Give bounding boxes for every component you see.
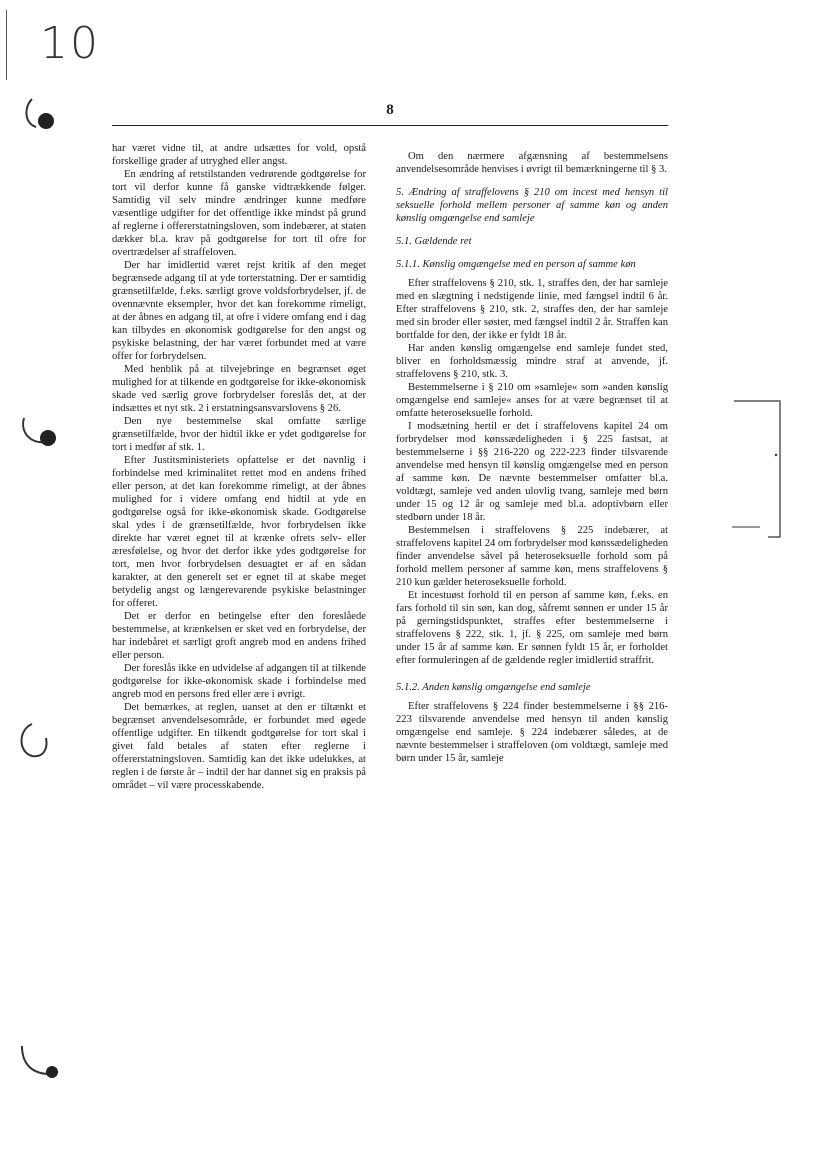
spacer: [396, 176, 668, 186]
paragraph: Har anden kønslig omgængelse end samleje fundet sted, bliver en forholdsmæssig mindre straf at anvende, jf. straffelovens § 210, stk. 3.: [396, 343, 668, 380]
punch-hole-mark-2: [16, 412, 66, 457]
page-number: 8: [386, 102, 394, 118]
paragraph: Der har imidlertid været rejst kritik af den meget begrænsede adgang til at yde torterstatning. Der er samtidig grænsetilfælde, f.eks. særligt grove voldsforbrydelser, jf. de ovennævnte eksempler, hvor det kan forekomme rimeligt, at der åbnes en adgang til, at ofre i videre omfang end i dag kan tilbydes en økonomisk godtgørelse for den angst og psykiske belastning, der har været forbundet med at være offer for forbrydelsen.: [112, 260, 366, 362]
punch-hole-mark-1: [18, 95, 68, 140]
paragraph: Bestemmelserne i § 210 om »samleje« som »anden kønslig omgængelse end samleje« anses for at være begrænset til at omfatte heteroseksuelle forhold.: [396, 382, 668, 419]
right-column: [396, 150, 668, 765]
handwritten-number: 10: [40, 18, 100, 69]
paragraph: Der foreslås ikke en udvidelse af adgangen til at tilkende godtgørelse for ikke-økonomisk skade i forbindelse med angreb mod en persons fred eller ære i øvrigt.: [112, 663, 366, 700]
right-margin-bracket: [730, 395, 790, 545]
section-heading-5-1-2: 5.1.2. Anden kønslig omgængelse end samleje: [396, 682, 591, 693]
paragraph: Den nye bestemmelse skal omfatte særlige grænsetilfælde, hvor der hidtil ikke er ydet godtgørelse for tort i medfør af stk. 1.: [112, 416, 366, 453]
paragraph: Om den nærmere afgænsning af bestemmelsens anvendelsesområde henvises i øvrigt til bemærkningerne til § 3.: [396, 151, 668, 175]
spacer: [396, 248, 668, 258]
spacer: [396, 225, 668, 235]
paragraph: Med henblik på at tilvejebringe en begrænset øget mulighed for at tilkende en godtgørelse for ikke-økonomisk skade ved særlig grove forbrydelser foreslås det, at der indsættes et nyt stk. 2 i erstatningsansvarslovens § 26.: [112, 364, 366, 414]
section-heading-5-1: 5.1. Gældende ret: [396, 236, 472, 247]
punch-hole-mark-4: [16, 1038, 66, 1088]
spacer: [396, 667, 668, 681]
paragraph: Det bemærkes, at reglen, uanset at den er tiltænkt et begrænset anvendelsesområde, er forbundet med øgede offentlige udgifter. En tilkendt godtgørelse for tort skal i givet fald betales af staten efter reglerne i offererstatningsloven. Samtidig kan det ikke udelukkes, at reglen i de første år – indtil der har dannet sig en praksis på området – vil være processkabende.: [112, 702, 366, 791]
header-rule: [112, 125, 668, 126]
paragraph: Efter straffelovens § 224 finder bestemmelserne i §§ 216-223 tilsvarende anvendelse med hensyn til anden kønslig omgængelse end samleje. § 224 indebærer således, at de nævnte bestemmelser i straffeloven (om voldtægt, samleje med børn under 15 år, samleje: [396, 701, 668, 764]
paragraph: Bestemmelsen i straffelovens § 225 indebærer, at straffelovens kapitel 24 om forbrydelser mod kønssædeligheden finder anvendelse såvel på heteroseksuelle forhold som på forhold mellem personer af samme køn, mens straffelovens § 210 kun gælder heteroseksuelle forhold.: [396, 525, 668, 588]
paragraph: Efter Justitsministeriets opfattelse er det navnlig i forbindelse med kriminalitet rettet mod en andens frihed eller person, at det kan forekomme rimeligt, at der åbnes mulighed for i videre omfang end hidtil at yde en godtgørelse også for ikke-økonomisk skade. Godtgørelse skal ydes i de grænsetilfælde, hvor forbrydelsen ikke direkte har været egnet til at krænke ofrets selv- eller æresfølelse, og hvor det derfor ikke ydes godtgørelse for tort, men hvor forbrydelsen desuagtet er af en sådan karakter, at den generelt set er egnet til at skabe meget betydelig angst og længerevarende psykiske belastninger for offeret.: [112, 455, 366, 609]
paragraph: I modsætning hertil er det i straffelovens kapitel 24 om forbrydelser mod kønssædeligheden i § 225 fastsat, at bestemmelserne i §§ 216-220 og 222-223 finder tilsvarende anvendelse med hensyn til kønslig omgængelse med en person af samme køn. De nævnte bestemmelser omfatter bl.a. voldtægt, samleje ved anden ulovlig tvang, samleje med børn under 15 og 12 år og samleje med bl.a. adoptivbørn eller stedbørn under 18 år.: [396, 421, 668, 523]
margin-edge-line: [6, 10, 7, 80]
paragraph: Det er derfor en betingelse efter den foreslåede bestemmelse, at krænkelsen er sket ved en forbrydelse, der har indebåret et særligt groft angreb mod en andens frihed eller person.: [112, 611, 366, 661]
punch-hole-mark-3: [16, 718, 66, 768]
paragraph: har været vidne til, at andre udsættes for vold, opstå forskellige grader af utryghed eller angst.: [112, 143, 366, 167]
paragraph: En ændring af retstilstanden vedrørende godtgørelse for tort vil derfor kunne få ganske vidtrækkende følger. Samtidig vil selv mindre ændringer kunne medføre væsentlige udgifter for det offentlige ikke mindst på grund af reglerne i offererstatningsloven, som indebærer, at staten dækker bl.a. krav på godtgørelse for tort til ofre for overtrædelser af straffeloven.: [112, 169, 366, 258]
section-heading-5-1-1: 5.1.1. Kønslig omgængelse med en person af samme køn: [396, 259, 636, 270]
left-column: [112, 142, 366, 792]
section-heading-5: 5. Ændring af straffelovens § 210 om incest med hensyn til seksuelle forhold mellem personer af samme køn og anden kønslig omgængelse end samleje: [396, 187, 668, 224]
paragraph: Efter straffelovens § 210, stk. 1, straffes den, der har samleje med en slægtning i nedstigende linie, med fængsel indtil 6 år. Efter straffelovens § 210, stk. 2, straffes den, der har samleje med sin broder eller søster, med fængsel indtil 2 år. Straffen kan bortfalde for den, der ikke er fyldt 18 år.: [396, 278, 668, 341]
paragraph: Et incestuøst forhold til en person af samme køn, f.eks. en fars forhold til sin søn, kan dog, såfremt sønnen er under 15 år på gerningstidspunktet, straffes efter bestemmelserne i straffelovens § 222, stk. 1, jf. § 225, om samleje med børn under 15 år af samme køn. Er sønnen fyldt 15 år, er forholdet efter formuleringen af de gældende regler imidlertid straffrit.: [396, 590, 668, 666]
